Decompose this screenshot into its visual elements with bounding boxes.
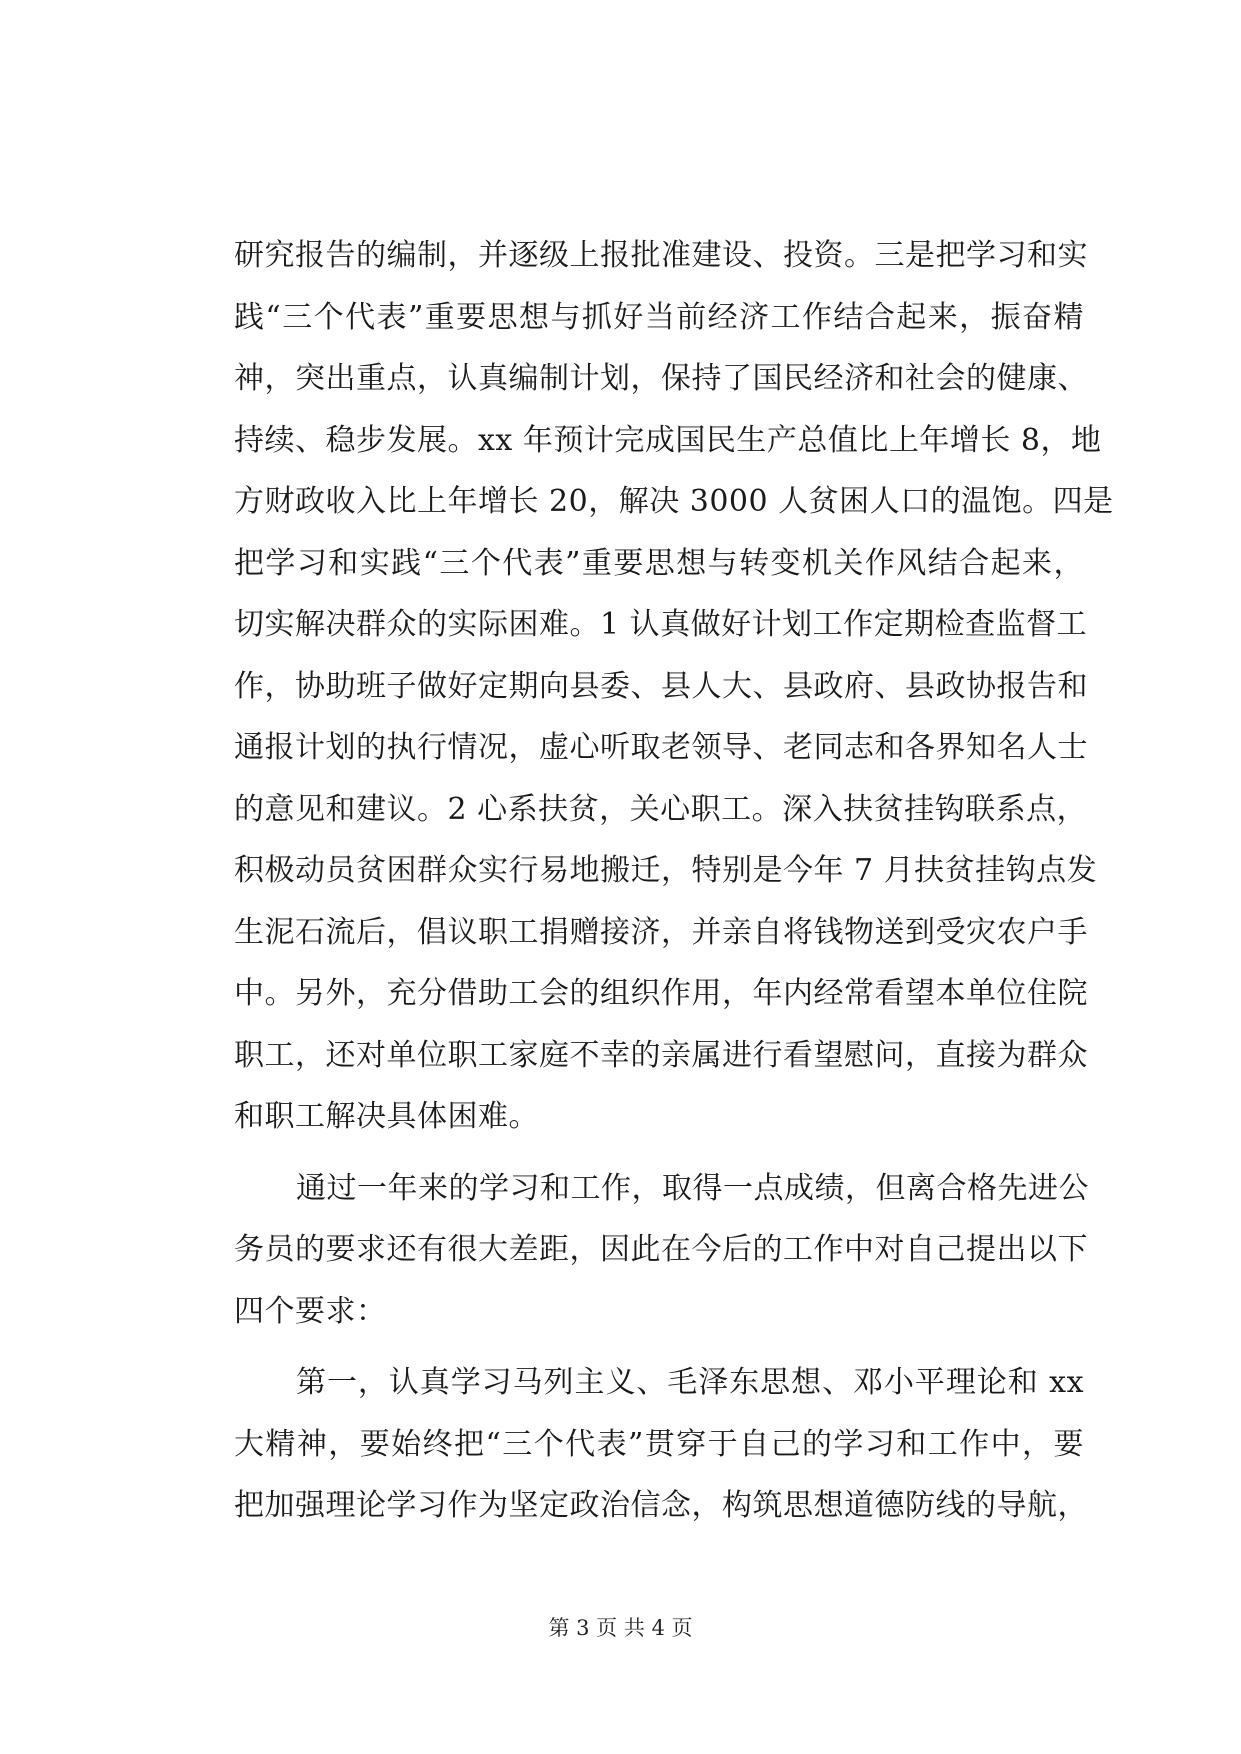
text-line: 作，协助班子做好定期向县委、县人大、县政府、县政协报告和	[234, 668, 1088, 704]
text-line: 把加强理论学习作为坚定政治信念，构筑思想道德防线的导航，	[234, 1488, 1088, 1523]
text-line: 把学习和实践“三个代表”重要思想与转变机关作风结合起来，	[234, 545, 1084, 581]
document-body	[234, 225, 1114, 1537]
text-line: 切实解决群众的实际困难。1 认真做好计划工作定期检查监督工	[234, 607, 1088, 642]
paragraph-gap	[234, 1148, 1084, 1158]
text-line: 持续、稳步发展。xx 年预计完成国民生产总值比上年增长 8，地	[234, 422, 1102, 458]
paragraph	[234, 1158, 1089, 1343]
text-line: 中。另外，充分借助工会的组织作用，年内经常看望本单位住院	[234, 976, 1088, 1011]
text-line: 积极动员贫困群众实行易地搬迁，特别是今年 7 月扶贫挂钩点发	[234, 853, 1098, 888]
paragraph	[234, 225, 1114, 1148]
text-line: 大精神，要始终把“三个代表”贯穿于自己的学习和工作中，要	[234, 1426, 1084, 1462]
text-line: 职工，还对单位职工家庭不幸的亲属进行看望慰问，直接为群众	[234, 1037, 1088, 1073]
text-line: 践“三个代表”重要思想与抓好当前经济工作结合起来，振奋精	[234, 299, 1084, 335]
paragraph	[234, 1352, 1088, 1537]
paragraph-gap	[234, 1342, 1084, 1352]
text-line: 通过一年来的学习和工作，取得一点成绩，但离合格先进公	[296, 1170, 1089, 1206]
text-line: 务员的要求还有很大差距，因此在今后的工作中对自己提出以下	[234, 1232, 1088, 1267]
text-line: 通报计划的执行情况，虚心听取老领导、老同志和各界知名人士	[234, 730, 1088, 765]
text-line: 第一，认真学习马列主义、毛泽东思想、邓小平理论和 xx	[296, 1365, 1084, 1400]
text-line: 研究报告的编制，并逐级上报批准建设、投资。三是把学习和实	[234, 238, 1088, 273]
text-line: 神，突出重点，认真编制计划，保持了国民经济和社会的健康、	[234, 361, 1088, 396]
text-line: 方财政收入比上年增长 20，解决 3000 人贫困人口的温饱。四是	[234, 484, 1114, 519]
text-line: 和职工解决具体困难。	[234, 1099, 539, 1134]
page-footer: 第 3 页 共 4 页	[548, 1616, 693, 1640]
text-line: 生泥石流后，倡议职工捐赠接济，并亲自将钱物送到受灾农户手	[234, 914, 1088, 950]
text-line: 的意见和建议。2 心系扶贫，关心职工。深入扶贫挂钩联系点，	[234, 791, 1088, 827]
text-line: 四个要求：	[234, 1293, 387, 1329]
